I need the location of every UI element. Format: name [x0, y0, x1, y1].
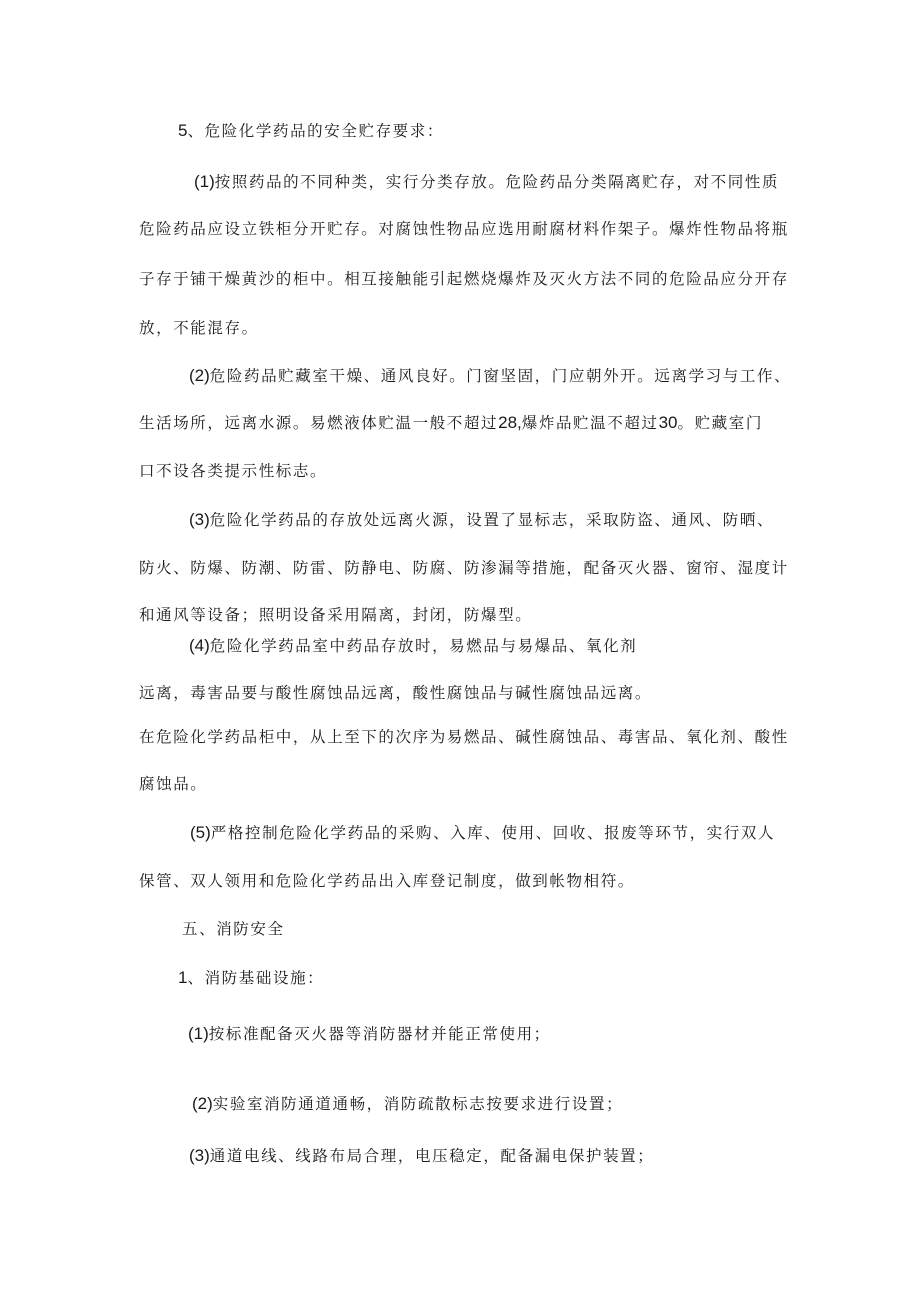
fire-subsection-1-title: 、消防基础设施：	[187, 969, 325, 987]
fire-item-1-number: (1)	[188, 1024, 209, 1043]
fire-item-3	[189, 1146, 654, 1166]
item-1-line-1	[194, 172, 779, 192]
item-2-number: (2)	[189, 366, 210, 385]
fire-item-1	[188, 1024, 551, 1044]
item-4-line-3: 在危险化学药品柜中，从上至下的次序为易燃品、碱性腐蚀品、毒害品、氧化剂、酸性	[139, 728, 789, 746]
fire-item-1-text: 按标准配备灭火器等消防器材并能正常使用；	[208, 1025, 551, 1043]
item-1-line-2: 危险药品应设立铁柜分开贮存。对腐蚀性物品应选用耐腐材料作架子。爆炸性物品将瓶	[139, 220, 789, 238]
item-2-line-3: 口不设各类提示性标志。	[139, 462, 328, 480]
item-3-line-3: 和通风等设备；照明设备采用隔离，封闭，防爆型。	[139, 606, 533, 624]
item-3-text-1: 危险化学药品的存放处远离火源，设置了显标志，采取防盗、通风、防晒、	[209, 511, 775, 529]
item-4-line-2: 远离，毒害品要与酸性腐蚀品远离，酸性腐蚀品与碱性腐蚀品远离。	[139, 684, 653, 702]
item-1-line-3: 子存于铺干燥黄沙的柜中。相互接触能引起燃烧爆炸及灭火方法不同的危险品应分开存	[139, 270, 789, 288]
section-5-title: 、危险化学药品的安全贮存要求：	[187, 122, 444, 140]
item-2-line-1	[189, 366, 791, 386]
item-5-line-2: 保管、双人领用和危险化学药品出入库登记制度，做到帐物相符。	[139, 872, 635, 890]
item-5-line-1	[190, 823, 775, 843]
item-2-text-2a: 生活场所，远离水源。易燃液体贮温一般不超过	[139, 414, 499, 432]
item-2-text-2c: 。贮藏室门	[677, 414, 763, 432]
item-4-line-4: 腐蚀品。	[139, 775, 208, 793]
fire-item-2	[192, 1094, 623, 1114]
section-fire-heading: 五、消防安全	[182, 920, 285, 938]
fire-subsection-1-heading	[178, 968, 324, 988]
item-1-number: (1)	[194, 172, 215, 191]
fire-item-2-number: (2)	[192, 1094, 213, 1113]
item-2-text-2b: 爆炸品贮温不超过	[521, 414, 659, 432]
item-4-text-1: 危险化学药品室中药品存放时，易燃品与易爆品、氧化剂	[209, 637, 638, 655]
item-5-number: (5)	[190, 823, 211, 842]
item-4-line-1	[189, 636, 637, 656]
item-2-value-28: 28,	[498, 413, 522, 432]
item-1-text-1: 按照药品的不同种类，实行分类存放。危险药品分类隔离贮存，对不同性质	[214, 173, 780, 191]
item-3-number: (3)	[189, 510, 210, 529]
item-4-number: (4)	[189, 636, 210, 655]
item-2-line-2	[139, 413, 763, 433]
fire-item-2-text: 实验室消防通道通畅，消防疏散标志按要求进行设置；	[212, 1095, 624, 1113]
item-3-line-2: 防火、防爆、防潮、防雷、防静电、防腐、防渗漏等措施，配备灭火器、窗帘、湿度计	[139, 559, 789, 577]
section-5-heading	[178, 121, 444, 141]
fire-subsection-1-number: 1	[178, 968, 188, 987]
item-1-line-4: 放，不能混存。	[139, 319, 259, 337]
item-3-line-1	[189, 510, 774, 530]
fire-item-3-number: (3)	[189, 1146, 210, 1165]
item-2-value-30: 30	[658, 413, 678, 432]
fire-item-3-text: 通道电线、线路布局合理，电压稳定，配备漏电保护装置；	[209, 1147, 655, 1165]
item-5-text-1: 严格控制危险化学药品的采购、入库、使用、回收、报废等环节，实行双人	[210, 824, 776, 842]
section-5-number: 5	[178, 121, 188, 140]
item-2-text-1: 危险药品贮藏室干燥、通风良好。门窗坚固，门应朝外开。远离学习与工作、	[209, 367, 792, 385]
